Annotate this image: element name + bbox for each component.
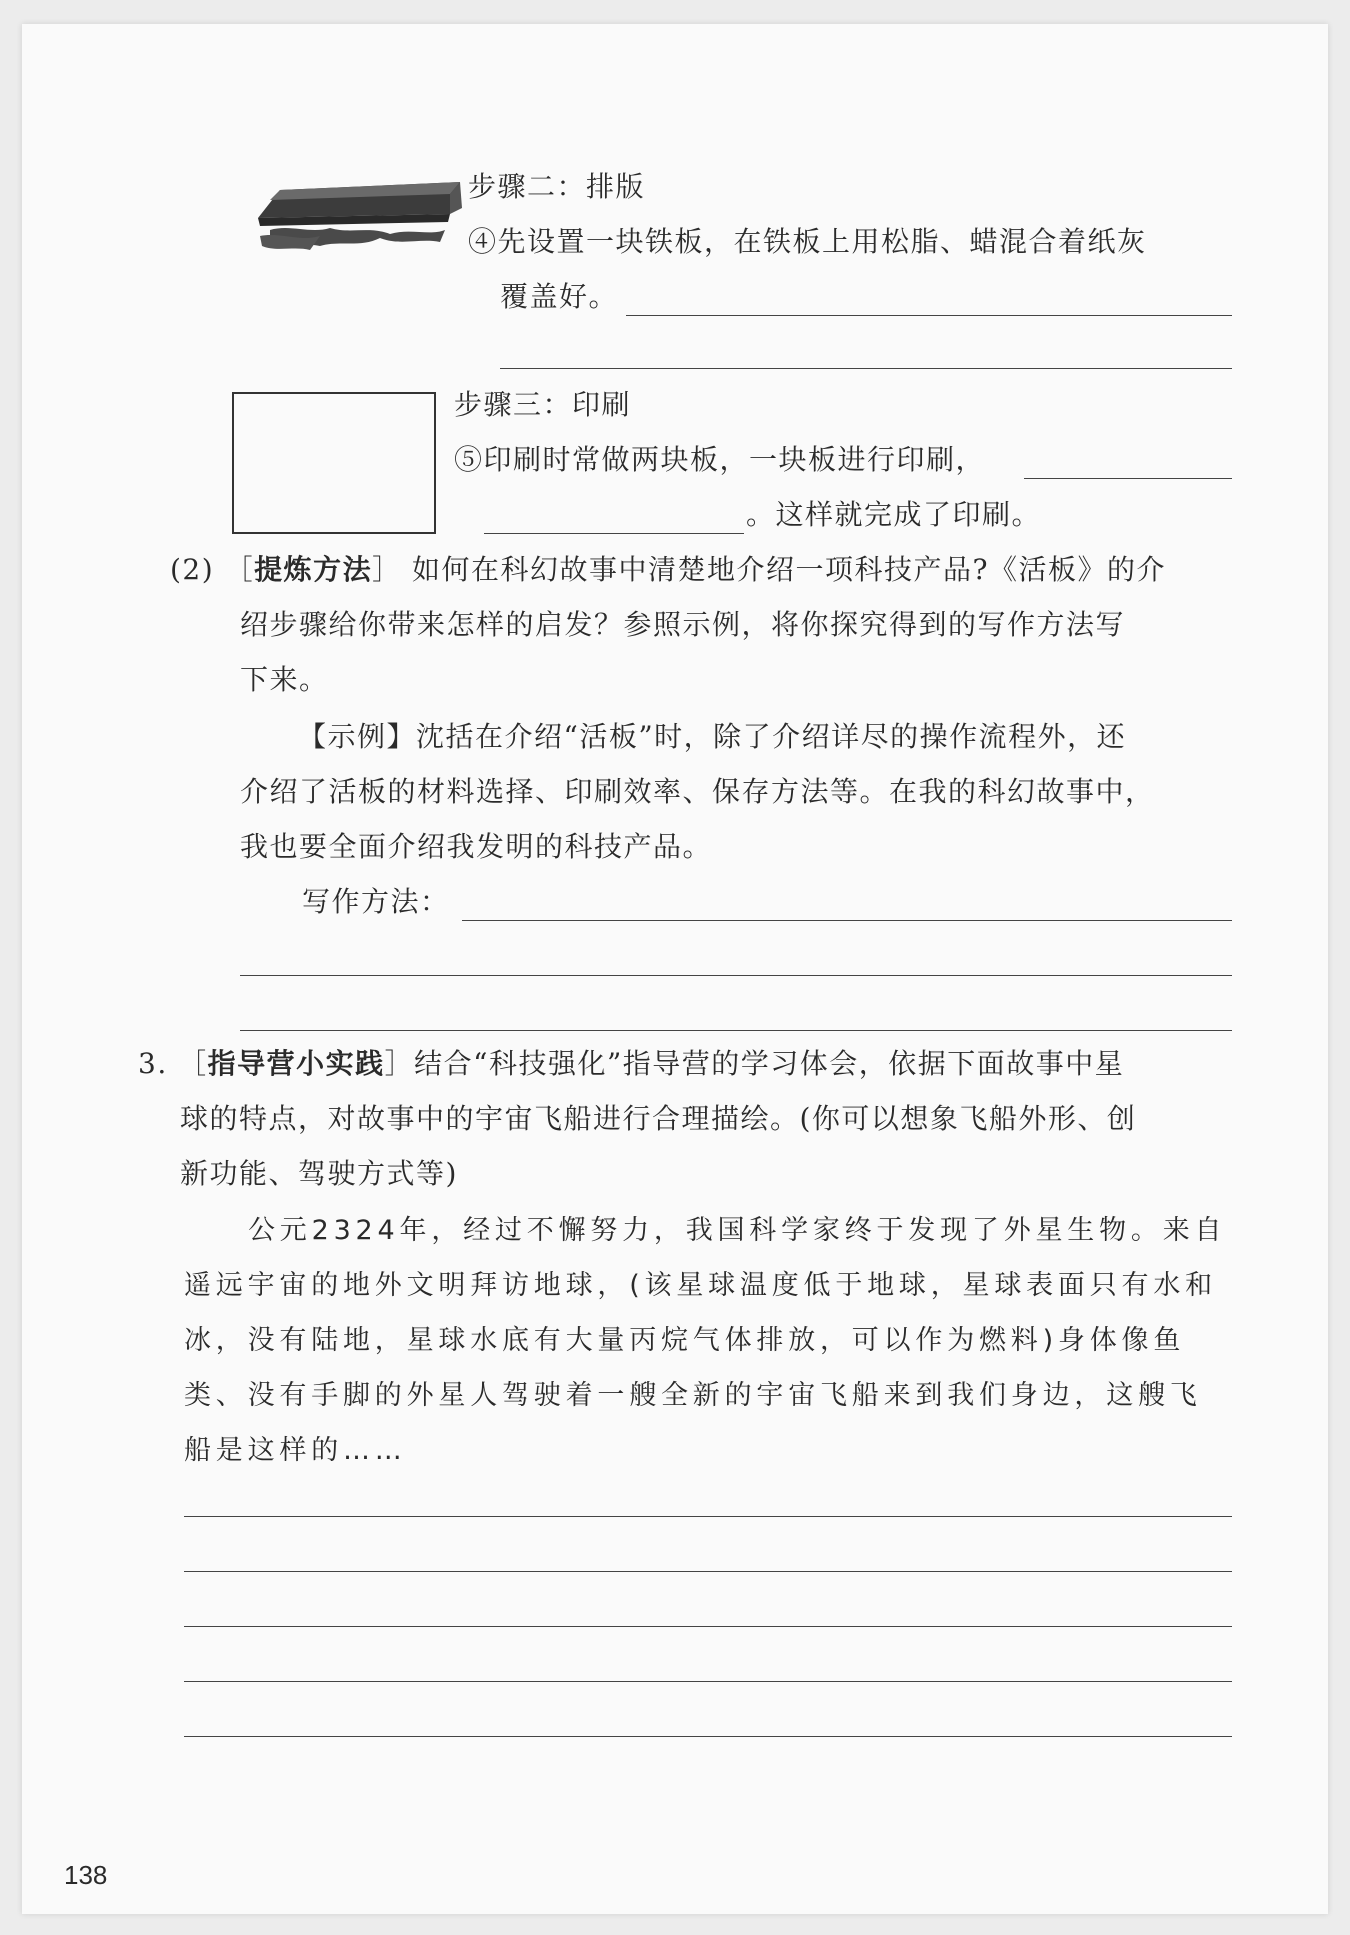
- answer-line[interactable]: [240, 975, 1232, 976]
- step2-line2: 覆盖好。: [500, 280, 619, 313]
- question-2-line1: [170, 543, 1166, 597]
- question-3-line1: [138, 1037, 1124, 1091]
- story-line: 冰，没有陆地，星球水底有大量丙烷气体排放，可以作为燃料)身体像鱼: [184, 1325, 1186, 1356]
- example-line2: 介绍了活板的材料选择、印刷效率、保存方法等。在我的科幻故事中，: [240, 775, 1155, 808]
- story-line: 船是这样的……: [184, 1435, 407, 1466]
- answer-line[interactable]: [184, 1516, 1232, 1517]
- answer-line[interactable]: [184, 1736, 1232, 1737]
- bracket: ［: [178, 1047, 208, 1080]
- story-line: 公元2324年，经过不懈努力，我国科学家终于发现了外星生物。来自: [248, 1215, 1227, 1246]
- answer-line[interactable]: [626, 315, 1232, 316]
- bracket: ］: [372, 553, 402, 586]
- question-text: 如何在科幻故事中清楚地介绍一项科技产品?《活板》的介: [412, 553, 1167, 586]
- answer-line[interactable]: [484, 533, 744, 534]
- question-number: 3.: [138, 1047, 168, 1080]
- answer-line[interactable]: [184, 1571, 1232, 1572]
- step3-line2-end: 。这样就完成了印刷。: [746, 498, 1042, 531]
- question-text: 结合“科技强化”指导营的学习体会，依据下面故事中星: [414, 1047, 1125, 1080]
- answer-line[interactable]: [462, 920, 1232, 921]
- drawing-box[interactable]: [232, 392, 436, 534]
- step2-line1: ④先设置一块铁板，在铁板上用松脂、蜡混合着纸灰: [468, 225, 1147, 258]
- type-plate-illustration: [250, 172, 480, 272]
- answer-line[interactable]: [240, 1030, 1232, 1031]
- step3-line1: ⑤印刷时常做两块板，一块板进行印刷，: [454, 443, 986, 476]
- answer-line[interactable]: [500, 368, 1232, 369]
- bracket: ［: [224, 553, 255, 586]
- page-number: 138: [64, 1860, 108, 1890]
- step2-title: 步骤二：排版: [468, 170, 646, 203]
- answer-line[interactable]: [1024, 478, 1232, 479]
- workbook-page: [22, 24, 1328, 1914]
- step3-title: 步骤三：印刷: [454, 388, 632, 421]
- question-tag: 提炼方法: [254, 553, 373, 586]
- answer-line[interactable]: [184, 1681, 1232, 1682]
- method-label: 写作方法：: [302, 885, 450, 918]
- question-2-line3: 下来。: [240, 663, 329, 696]
- question-tag: 指导营小实践: [207, 1047, 385, 1080]
- question-number: (2): [170, 553, 215, 586]
- example-line1: 【示例】沈括在介绍“活板”时，除了介绍详尽的操作流程外，还: [298, 720, 1127, 753]
- story-line: 类、没有手脚的外星人驾驶着一艘全新的宇宙飞船来到我们身边，这艘飞: [184, 1380, 1202, 1411]
- story-line: 遥远宇宙的地外文明拜访地球，(该星球温度低于地球，星球表面只有水和: [184, 1270, 1217, 1301]
- bracket: ］: [384, 1047, 415, 1080]
- answer-line[interactable]: [184, 1626, 1232, 1627]
- question-3-line3: 新功能、驾驶方式等): [180, 1157, 458, 1190]
- question-3-line2: 球的特点，对故事中的宇宙飞船进行合理描绘。(你可以想象飞船外形、创: [180, 1102, 1137, 1135]
- question-2-line2: 绍步骤给你带来怎样的启发？参照示例，将你探究得到的写作方法写: [240, 608, 1126, 641]
- example-line3: 我也要全面介绍我发明的科技产品。: [240, 830, 713, 863]
